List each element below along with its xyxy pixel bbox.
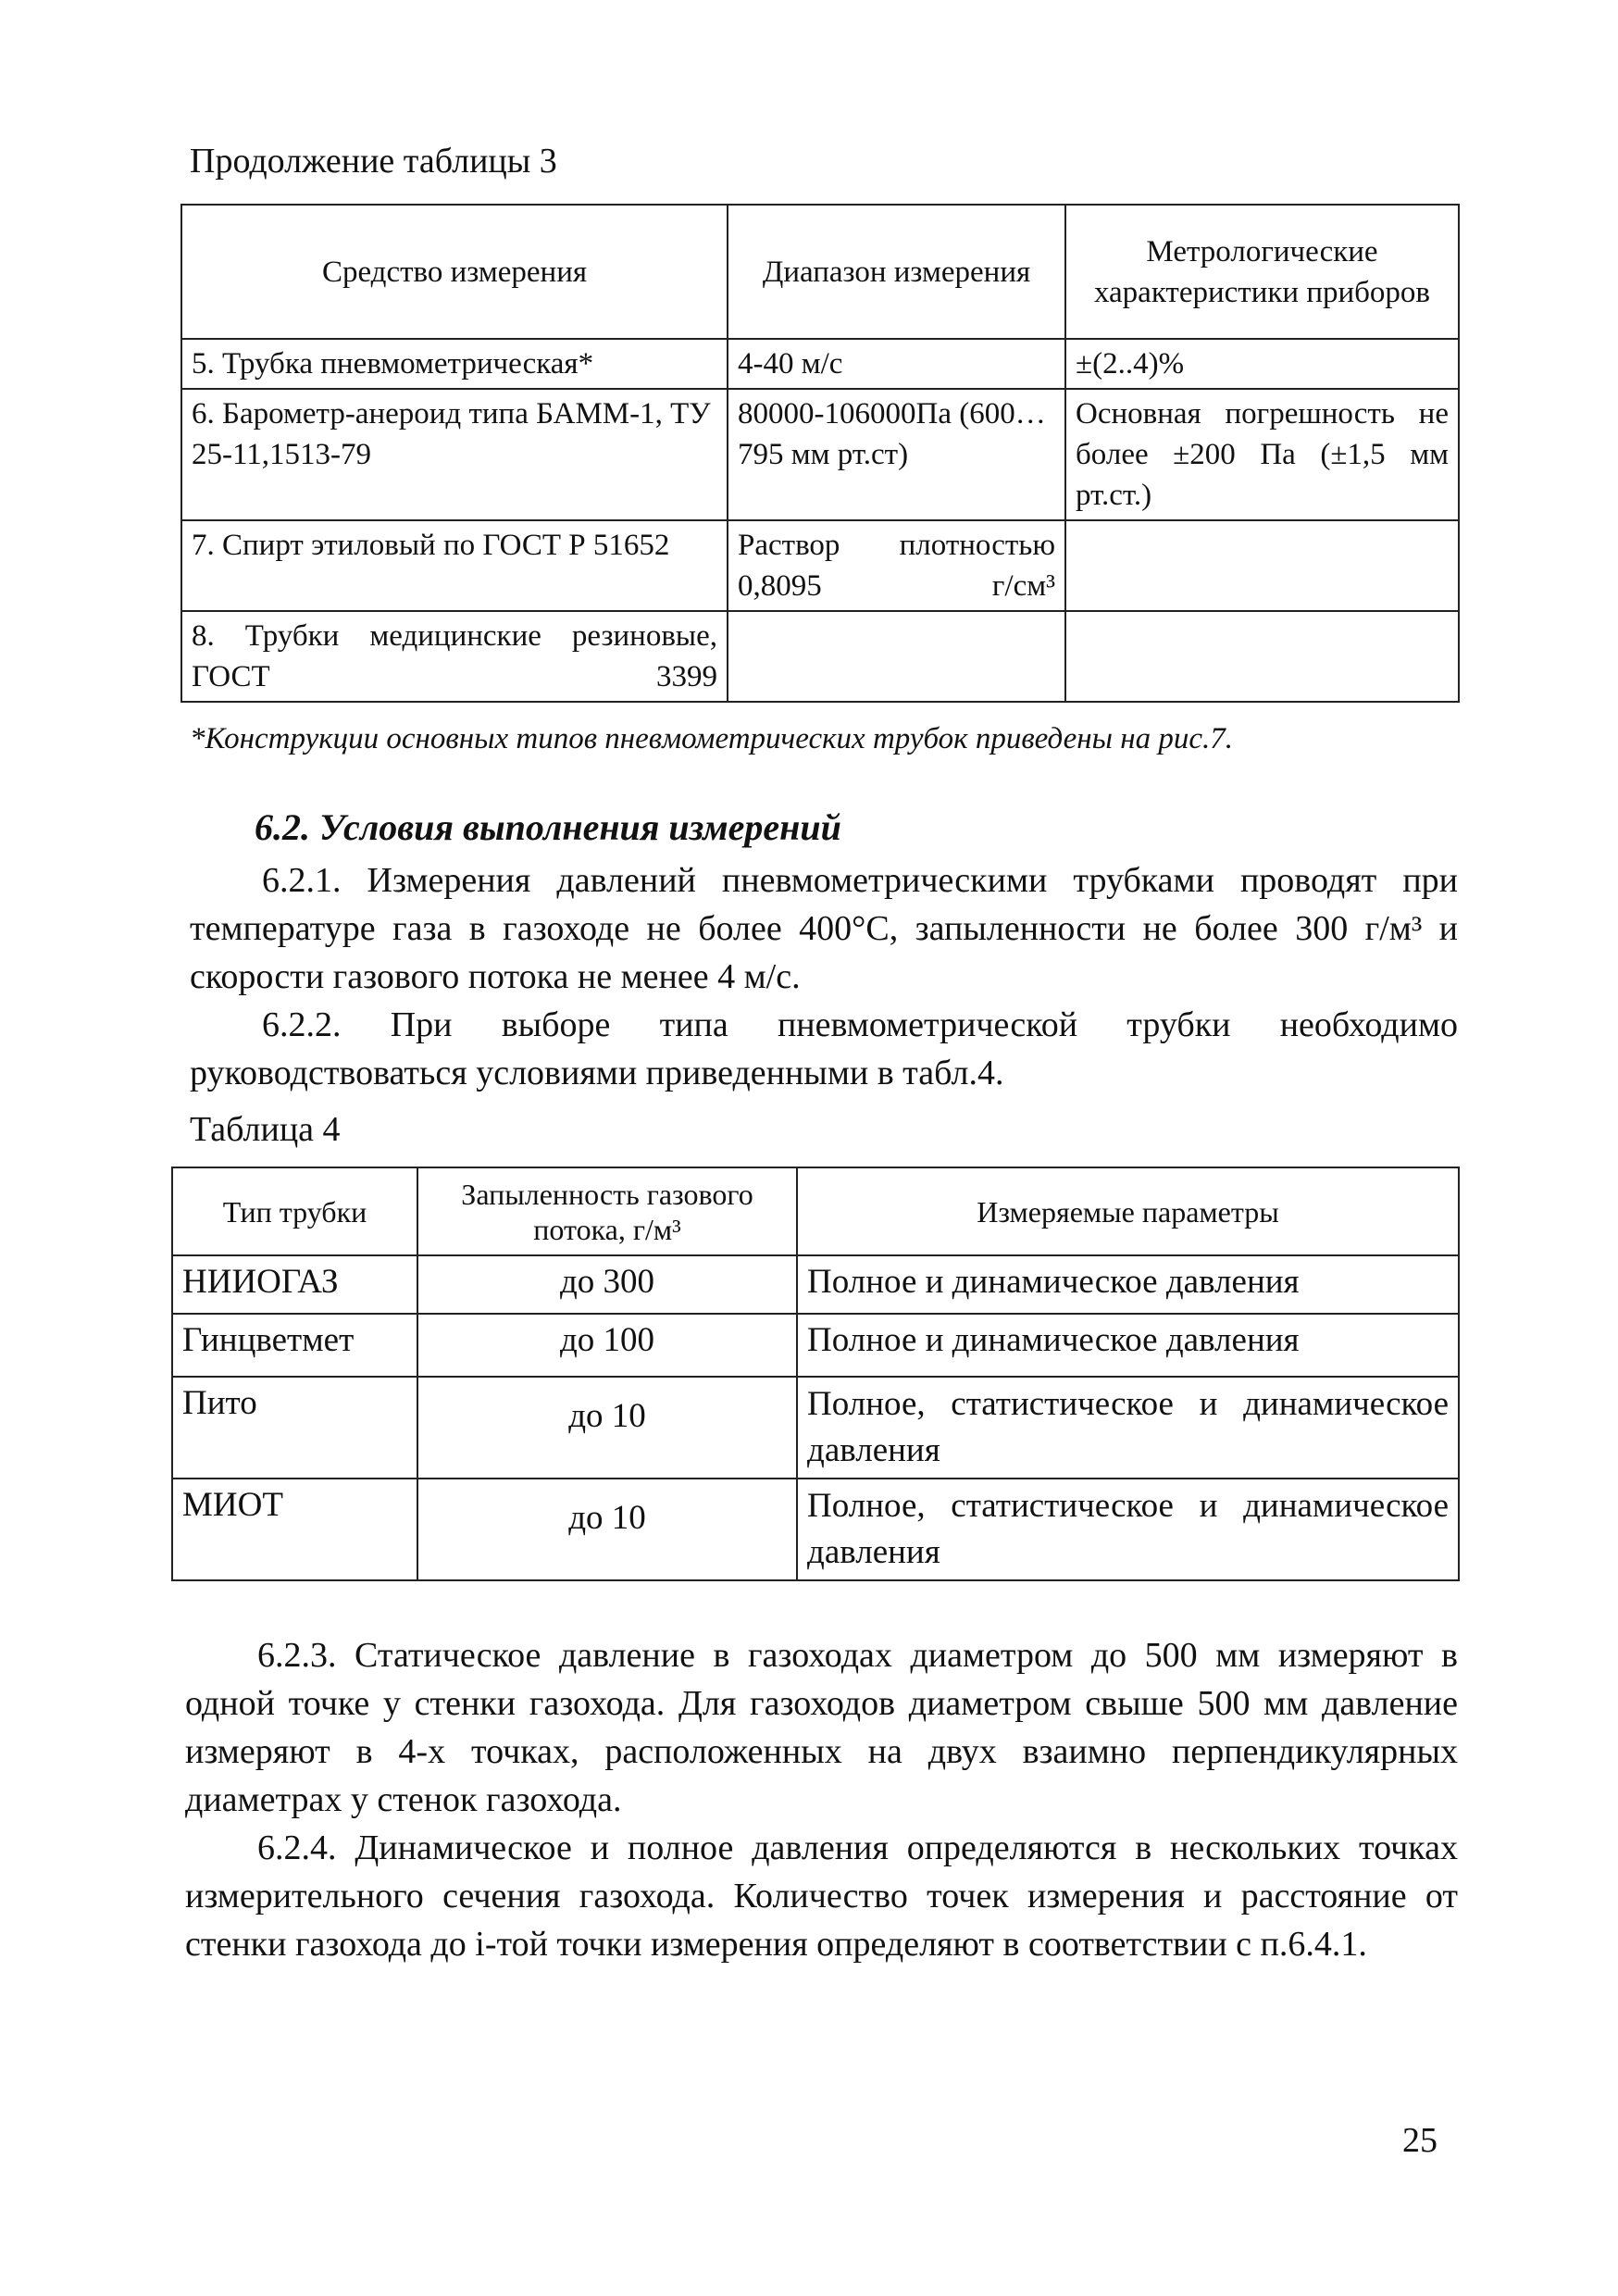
table4-cell-dust: до 100 [417, 1314, 797, 1377]
table3-cell-instrument: 6. Барометр-анероид типа БАММ-1, ТУ 25-11,1513-79 [181, 389, 728, 520]
table3-cell-range: 4-40 м/с [728, 339, 1065, 389]
paragraph-6-2-2: 6.2.2. При выборе типа пневмометрической трубки необходимо руководствоваться условиями приведенными в табл.4. [190, 1005, 1458, 1092]
paragraph-6-2-1: 6.2.1. Измерения давлений пневмометрическими трубками проводят при температуре газа в газоходе не более 400°С, запыленности не более 300 г/м³ и скорости газового потока не менее 4 м/с. [190, 861, 1458, 996]
table4-header-params: Измеряемые параметры [797, 1167, 1459, 1255]
footnote: *Конструкции основных типов пневмометрических трубок приведены на рис.7. [190, 722, 1233, 755]
table3-caption: Продолжение таблицы 3 [190, 142, 557, 181]
paragraph-6-2-4: 6.2.4. Динамическое и полное давления определяются в нескольких точках измерительного сечения газохода. Количество точек измерения и расстояние от стенки газохода до i-той точки измерения определяют в соответствии с п.6.4.1. [185, 1828, 1458, 1964]
table4-cell-type: МИОТ [172, 1479, 417, 1580]
table-row [181, 339, 1459, 389]
table4-cell-type: Пито [172, 1377, 417, 1479]
table3-cell-instrument: 7. Спирт этиловый по ГОСТ Р 51652 [181, 520, 728, 611]
table4-header-dust: Запыленность газового потока, г/м³ [417, 1167, 797, 1255]
table3-header-range: Диапазон измерения [728, 205, 1065, 339]
table-row [172, 1255, 1459, 1314]
table4-cell-params: Полное, статистическое и динамическое давления [797, 1479, 1459, 1580]
table4-cell-params: Полное и динамическое давления [797, 1314, 1459, 1377]
table3-cell-range [728, 611, 1065, 702]
table3-cell-metrology [1065, 520, 1459, 611]
table4-caption: Таблица 4 [190, 1110, 341, 1149]
table4-header-type: Тип трубки [172, 1167, 417, 1255]
table3-cell-metrology [1065, 611, 1459, 702]
table4-cell-params: Полное, статистическое и динамическое давления [797, 1377, 1459, 1479]
table3-cell-instrument: 5. Трубка пневмометрическая* [181, 339, 728, 389]
table3-cell-metrology: Основная погрешность не более ±200 Па (±1,5 мм рт.ст.) [1065, 389, 1459, 520]
section-heading: 6.2. Условия выполнения измерений [255, 806, 841, 848]
table4-cell-dust: до 300 [417, 1255, 797, 1314]
table4-cell-type: Гинцветмет [172, 1314, 417, 1377]
table-row [181, 611, 1459, 702]
table3-cell-instrument: 8. Трубки медицинские резиновые, ГОСТ 3399 [181, 611, 728, 702]
table-row [172, 1377, 1459, 1479]
page-number: 25 [1402, 2121, 1438, 2160]
table4-cell-params: Полное и динамическое давления [797, 1255, 1459, 1314]
table3-header-instrument: Средство измерения [181, 205, 728, 339]
table-row [172, 1479, 1459, 1580]
table3-header-metrology: Метрологические характеристики приборов [1065, 205, 1459, 339]
table3-cell-metrology: ±(2..4)% [1065, 339, 1459, 389]
table4-cell-dust: до 10 [417, 1479, 797, 1580]
table3-cell-range: 80000-106000Па (600…795 мм рт.ст) [728, 389, 1065, 520]
paragraph-6-2-3: 6.2.3. Статическое давление в газоходах диаметром до 500 мм измеряют в одной точке у стенки газохода. Для газоходов диаметром свыше 500 мм давление измеряют в 4-х точках, расположенных на двух взаимно перпендикулярных диаметрах у стенок газохода. [185, 1636, 1458, 1819]
table-row [181, 520, 1459, 611]
table4-cell-dust: до 10 [417, 1377, 797, 1479]
body-paragraphs [185, 1631, 1458, 1968]
table4-cell-type: НИИОГАЗ [172, 1255, 417, 1314]
section-paragraphs [190, 856, 1458, 1097]
table3-cell-range: Раствор плотностью 0,8095 г/см³ [728, 520, 1065, 611]
table-row [172, 1314, 1459, 1377]
table-row [181, 389, 1459, 520]
table3 [180, 204, 1460, 703]
table4 [171, 1167, 1460, 1581]
